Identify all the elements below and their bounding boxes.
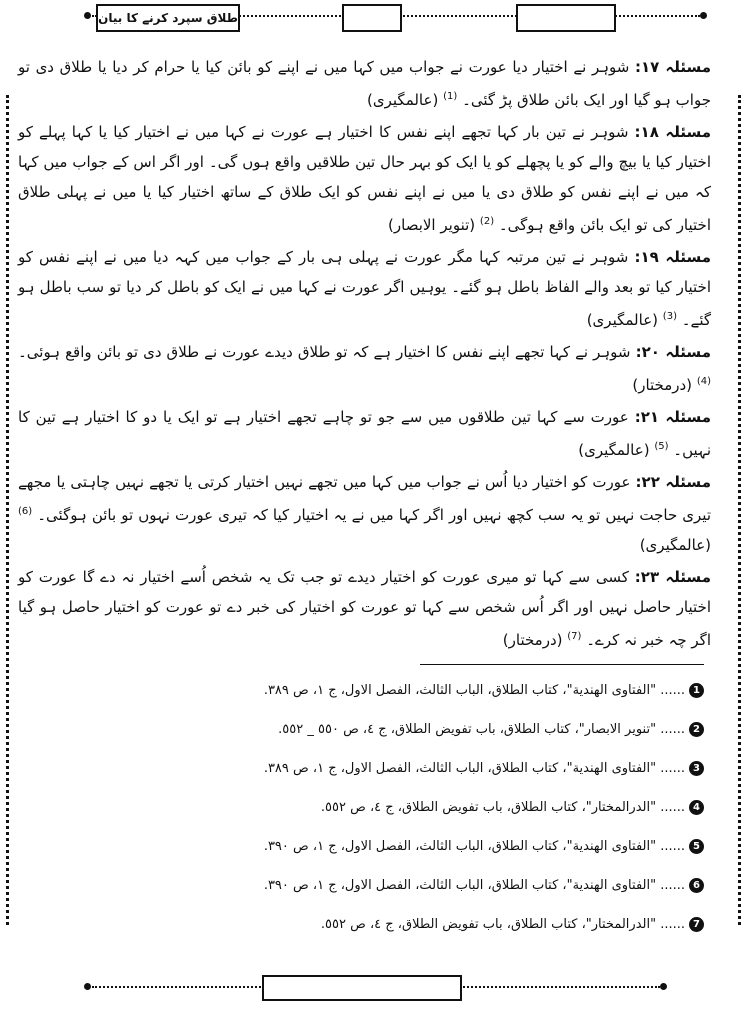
footnote-number: 4 — [689, 800, 704, 815]
masala-text: شوہر نے تین بار کہا تجھے اپنے نفس کا اختیار ہے عورت نے کہا میں نے اختیار کیا یا کہا پہلے کو اختیار کیا یا بیچ والے کو یا پچھلے کو یا ایک کو بہر حال تین طلاقیں واقع ہوں گی۔ اور اگر اس کے جواب میں کہا کہ میں نے اپنے نفس کو طلاق دی یا میں نے اپنے نفس کو ایک طلاق کے ساتھ اختیار کیا یا میں نے پہلی طلاق اختیار کی تو ایک بائن واقع ہوگی۔ — [18, 123, 711, 234]
footnote-text: ...... "الفتاوی الهندية"، كتاب الطلاق، الباب الثالث، الفصل الاول، ج ١، ص ٣٨٩. — [263, 760, 685, 776]
source-citation: (درمختار) — [632, 376, 693, 394]
footnote-text: ...... "الدرالمختار"، كتاب الطلاق، باب تفويض الطلاق، ج ٤، ص ٥٥٢. — [320, 799, 685, 815]
source-citation: (تنویر الابصار) — [388, 216, 476, 234]
footnote-ref: (1) — [443, 91, 458, 102]
masala-text: عورت کو اختیار دیا اُس نے جواب میں کہا میں تجھے نہیں اختیار کرتی یا تجھے نہیں چاہتی یا مجھے تیری حاجت نہیں تو یہ سب کچھ نہیں اور اگر کہا میں نے یہ اختیار کیا کہ تیری عورت نہوں تو بائن ہوگئی۔ — [18, 473, 711, 524]
page-header — [0, 0, 749, 34]
footnote-number: 7 — [689, 917, 704, 932]
masala-label: مسئلہ ۲۰: — [635, 343, 711, 361]
footnote-number: 1 — [689, 683, 704, 698]
masala-text: شوہر نے کہا تجھے اپنے نفس کا اختیار ہے کہ تو طلاق دیدے عورت نے طلاق دی تو بائن واقع ہوئی۔ — [18, 343, 631, 361]
footnote-3 — [264, 758, 704, 778]
masala-label: مسئلہ ۱۸: — [634, 123, 711, 141]
header-box-middle — [342, 4, 402, 32]
footer-box — [262, 975, 462, 1001]
footnote-number: 5 — [689, 839, 704, 854]
masala-18 — [18, 117, 711, 240]
footnote-text: ...... "الدرالمختار"، كتاب الطلاق، باب تفويض الطلاق، ج ٤، ص ٥٥٢. — [320, 916, 685, 932]
source-citation: (عالمگیری) — [367, 91, 439, 109]
masala-label: مسئلہ ۱۹: — [634, 248, 711, 266]
masala-label: مسئلہ ۲۱: — [634, 408, 711, 426]
footnote-ref: (2) — [479, 216, 495, 227]
footnote-6 — [264, 875, 704, 895]
masala-20 — [18, 337, 711, 400]
ornament-dot — [700, 12, 707, 19]
footnote-text: ...... "تنوير الابصار"، كتاب الطلاق، باب تفويض الطلاق، ج ٤، ص ٥٥٠ _ ٥٥٢. — [278, 721, 685, 737]
footnote-text: ...... "الفتاوی الهندية"، كتاب الطلاق، الباب الثالث، الفصل الاول، ج ١، ص ٣٨٩. — [263, 682, 685, 698]
masala-text: کسی سے کہا تو میری عورت کو اختیار دیدے تو جب تک یہ شخص اُسے اختیار نہ دے گا عورت کو اختیار حاصل نہیں اور اگر اُس شخص سے کہا تو عورت کو اختیار کی خبر دے تو عورت کو اختیار حاصل ہو گیا اگر چہ خبر نہ کرے۔ — [18, 568, 711, 649]
footnote-number: 2 — [689, 722, 704, 737]
footnote-ref: (5) — [654, 441, 669, 452]
footnote-text: ...... "الفتاوی الهندية"، كتاب الطلاق، الباب الثالث، الفصل الاول، ج ١، ص ٣٩٠. — [263, 838, 685, 854]
footnote-ref: (6) — [18, 506, 33, 517]
masala-text: عورت سے کہا تین طلاقوں میں سے جو تو چاہے تجھے اختیار ہے تو ایک یا دو کا اختیار ہے تین کا نہیں۔ — [18, 408, 711, 459]
masala-19 — [18, 242, 711, 335]
footnote-ref: (4) — [696, 376, 711, 387]
masala-label: مسئلہ ۱۷: — [635, 58, 711, 76]
footnote-number: 6 — [689, 878, 704, 893]
left-border-ornament — [6, 95, 15, 925]
masala-label: مسئلہ ۲۲: — [635, 473, 711, 491]
masala-text: شوہر نے تین مرتبہ کہا مگر عورت نے پہلی ہی بار کے جواب میں کہہ دیا میں نے اپنے نفس کو اختیار کیا تو بعد والے الفاظ باطل ہو گئے۔ یوہیں اگر عورت نے کہا میں نے ایک کو باطل کر دیا تو سب باطل ہو گئے۔ — [18, 248, 711, 329]
footnote-4 — [321, 797, 704, 817]
source-citation: (عالمگیری) — [586, 311, 658, 329]
masala-23 — [18, 562, 711, 655]
ornament-dot — [84, 12, 91, 19]
masala-text: شوہر نے اختیار دیا عورت نے جواب میں کہا میں نے اپنے کو بائن کیا یا حرام کر دیا یا طلاق دی تو جواب ہو گیا اور ایک بائن طلاق پڑ گئی۔ — [18, 58, 711, 109]
right-border-ornament — [738, 95, 747, 925]
main-content — [18, 52, 711, 657]
footnote-1 — [264, 680, 704, 700]
page-title: طلاق سپرد کرنے کا بیان — [96, 4, 240, 32]
ornament-dot — [84, 983, 91, 990]
masala-22 — [18, 467, 711, 560]
masala-21 — [18, 402, 711, 465]
source-citation: (عالمگیری) — [639, 536, 711, 554]
footnote-ref: (3) — [662, 311, 677, 322]
masala-17 — [18, 52, 711, 115]
footnote-number: 3 — [689, 761, 704, 776]
footnote-5 — [264, 836, 704, 856]
source-citation: (درمختار) — [502, 631, 563, 649]
source-citation: (عالمگیری) — [578, 441, 650, 459]
footnote-text: ...... "الفتاوی الهندية"، كتاب الطلاق، الباب الثالث، الفصل الاول، ج ١، ص ٣٩٠. — [263, 877, 685, 893]
header-box-right — [516, 4, 616, 32]
page-footer — [0, 975, 749, 1005]
footnote-7 — [321, 914, 704, 934]
footnote-ref: (7) — [567, 631, 582, 642]
footnote-separator — [420, 664, 704, 665]
masala-label: مسئلہ ۲۳: — [634, 568, 711, 586]
ornament-dot — [660, 983, 667, 990]
footnote-2 — [278, 719, 704, 739]
